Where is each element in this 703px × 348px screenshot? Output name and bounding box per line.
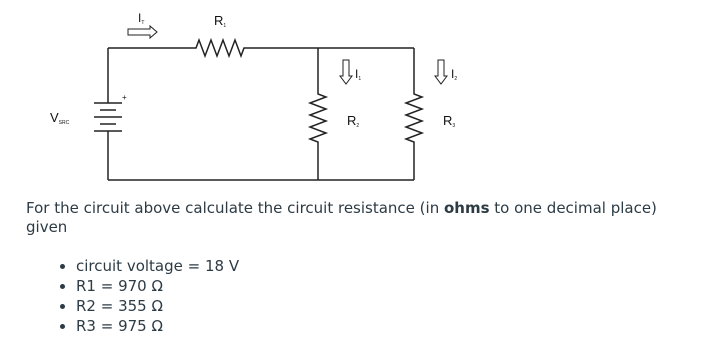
list-item: • R2 = 355 Ω [76, 296, 239, 316]
battery-plus: + [122, 93, 127, 102]
i1-label: I1 [355, 67, 362, 82]
question-text [26, 199, 686, 237]
top-wire [108, 40, 414, 56]
list-item: • circuit voltage = 18 V [76, 256, 239, 276]
r3-label: R3 [443, 113, 456, 129]
r1-label: R1 [214, 13, 227, 29]
question-bold: ohms [443, 199, 490, 217]
list-item: • R1 = 970 Ω [76, 276, 239, 296]
given-values-list [56, 256, 239, 336]
question-text-end: to one decimal place) given [26, 199, 657, 236]
i2-arrow-icon [435, 60, 447, 84]
r2-resistor [310, 48, 326, 180]
r2-label: R2 [347, 113, 360, 129]
it-label: IT [138, 11, 145, 26]
r3-resistor [406, 48, 422, 180]
question-text-start: For the circuit above calculate the circuit resistance (in [26, 199, 444, 217]
i1-arrow-icon [340, 60, 352, 84]
list-item: • R3 = 975 Ω [76, 316, 239, 336]
i2-label: I2 [451, 67, 458, 82]
source-label: VSRC [50, 110, 70, 126]
it-arrow-icon [128, 26, 157, 38]
